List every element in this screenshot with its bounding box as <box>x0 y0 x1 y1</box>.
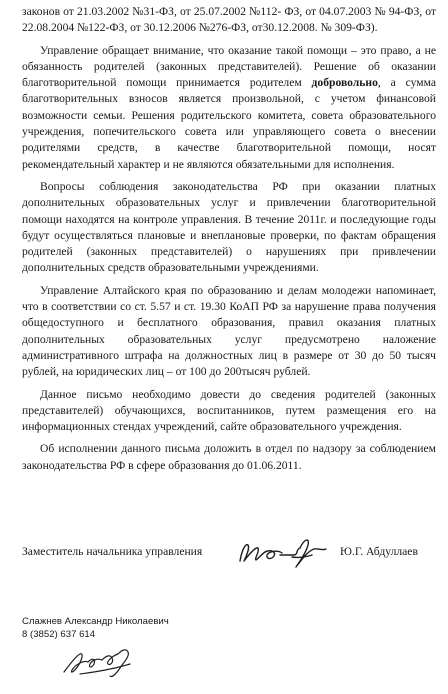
paragraph-voluntary-help-start: Управление обращает внимание, что оказание такой помощи – это право, а не обязанность родителей (законных представителей). Решение об оказании благотворительной помощи принимается родителем <box>22 43 436 90</box>
executor-signature-icon <box>60 642 140 682</box>
signatory-title: Заместитель начальника управления <box>22 545 203 558</box>
paragraph-control-checks: Вопросы соблюдения законодательства РФ при оказании платных дополнительных образовательных услуг и привлечении благотворительной помощи находятся на контроле управления. В течение 2011г. и последующие годы будут осуществляться плановые и внеплановые проверки, по фактам обращения родителей (законных представителей) о нарушениях при привлечении дополнительных средств образовательными учреждениями. <box>22 179 436 275</box>
letter-body <box>22 4 436 480</box>
executor-phone: 8 (3852) 637 614 <box>22 629 96 640</box>
signatory-name: Ю.Г. Абдуллаев <box>340 545 418 558</box>
paragraph-law-references: законов от 21.03.2002 №31-ФЗ, от 25.07.2002 №112- ФЗ, от 04.07.2003 № 94-ФЗ, от 22.08.2004 №122-ФЗ, от 30.12.2006 №276-ФЗ, от30.12.2008. № 309-ФЗ). <box>22 5 436 35</box>
paragraph-penalties: Управление Алтайского края по образованию и делам молодежи напоминает, что в соответствии со ст. 5.57 и ст. 19.30 КоАП РФ за нарушение права получения общедоступного и бесплатного образования, правил оказания платных дополнительных образовательных услуг предусмотрено наложение административного штрафа на должностных лиц в размере от 30 до 50 тысяч рублей, на юридических лиц – от 100 до 200тысяч рублей. <box>22 283 436 379</box>
executor-block <box>22 615 169 641</box>
executor-name: Слажнев Александр Николаевич <box>22 616 169 627</box>
paragraph-report-deadline: Об исполнении данного письма доложить в отдел по надзору за соблюдением законодательства РФ в сфере образования до 01.06.2011. <box>22 442 436 472</box>
signature-block <box>22 535 436 569</box>
voluntary-emphasis: добровольно <box>311 76 378 90</box>
handwritten-signature-icon <box>234 535 330 569</box>
paragraph-inform-parents: Данное письмо необходимо довести до сведения родителей (законных представителей) обучающихся, воспитанников, путем размещения его на информационных стендах учреждений, сайте образовательного учреждения. <box>22 387 436 434</box>
paragraph-voluntary-help-end: , а сумма благотворительных взносов является произвольной, с учетом финансовой возможности семьи. Решения родительского комитета, совета образовательного учреждения, попечительского совета или управляющего совета о внесении родителями средств, в качестве благотворительной помощи, носят рекомендательный характер и не являются обязательными для исполнения. <box>22 76 436 171</box>
paragraph-voluntary-help <box>22 43 436 173</box>
